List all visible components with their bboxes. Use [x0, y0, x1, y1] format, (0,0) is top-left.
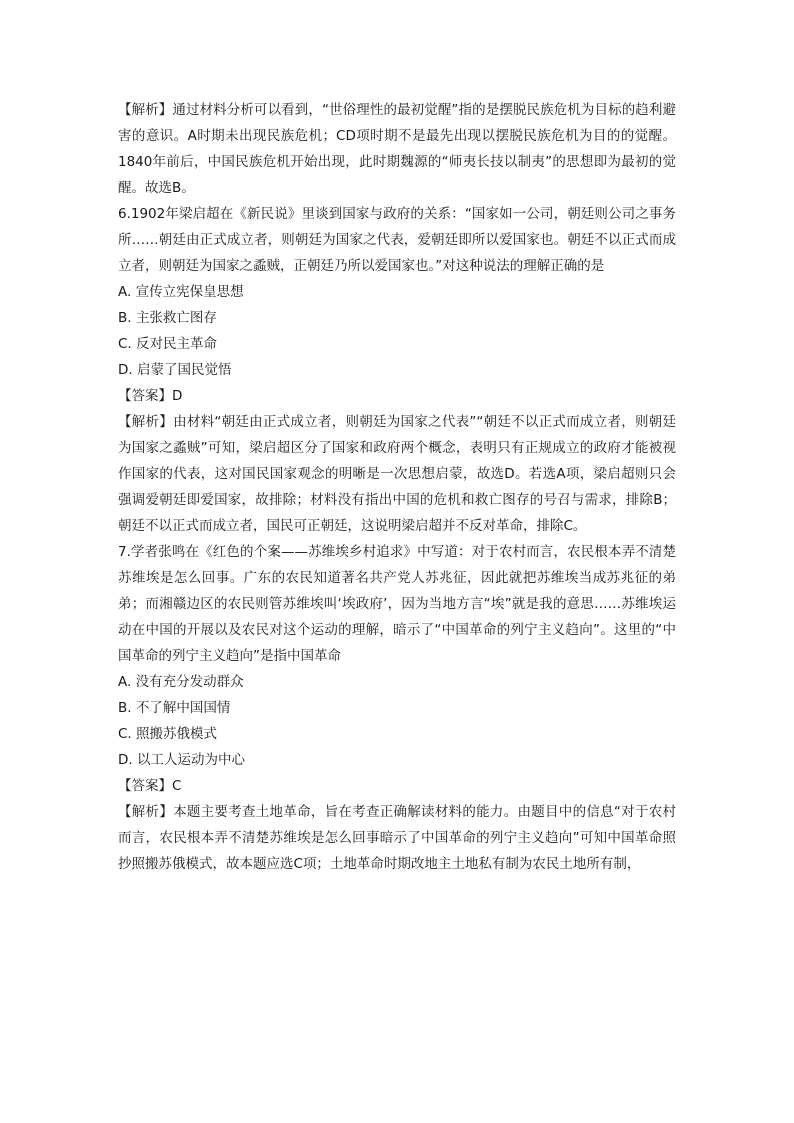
analysis-text: 由材料“朝廷由正式成立者，则朝廷为国家之代表”“朝廷不以正式而成立者，则朝廷为国家之蟊贼”可知，梁启超区分了国家和政府两个概念，表明只有正规成立的政府才能被视作国家的代表，这对国民国家观念的明晰是一次思想启蒙，故选D。若选A项，梁启超则只会强调爱朝廷即爱国家，故排除；材料没有指出中国的危机和救亡图存的号召与需求，排除B；朝廷不以正式而成立者，国民可正朝廷，这说明梁启超并不反对革命，排除C。	[118, 414, 677, 534]
option-c: C. 照搬苏俄模式	[118, 726, 218, 742]
question-7-stem	[118, 539, 676, 669]
option-d: D. 启蒙了国民觉悟	[118, 362, 232, 378]
document-content	[118, 97, 676, 877]
option-c: C. 反对民主革命	[118, 336, 218, 352]
option-b: B. 不了解中国国情	[118, 700, 231, 716]
answer-label: 【答案】	[118, 388, 172, 404]
answer-label: 【答案】	[118, 778, 172, 794]
answer-line-q6	[118, 383, 676, 409]
answer-line-q7	[118, 773, 676, 799]
question-text: 6.1902年梁启超在《新民说》里谈到国家与政府的关系：“国家如一公司，朝廷则公司之事务所……朝廷由正式成立者，则朝廷为国家之代表，爱朝廷即所以爱国家也。朝廷不以正式而成立者，则朝廷为国家之蟊贼，正朝廷乃所以爱国家也。”对这种说法的理解正确的是	[118, 206, 676, 274]
analysis-text: 本题主要考查土地革命，旨在考查正确解读材料的能力。由题目中的信息“对于农村而言，农民根本弄不清楚苏维埃是怎么回事暗示了中国革命的列宁主义趋向”可知中国革命照抄照搬苏俄模式，故本题应选C项；土地革命时期改地主土地私有制为农民土地所有制，	[118, 804, 677, 872]
analysis-paragraph-q6	[118, 409, 676, 539]
analysis-text: 通过材料分析可以看到，“世俗理性的最初觉醒”指的是摆脱民族危机为目标的趋利避害的意识。A时期未出现民族危机；CD项时期不是最先出现以摆脱民族危机为目的的觉醒。1840年前后，中国民族危机开始出现，此时期魏源的“师夷长技以制夷”的思想即为最初的觉醒。故选B。	[118, 102, 676, 196]
answer-value: D	[172, 388, 183, 404]
analysis-label: 【解析】	[118, 804, 174, 820]
analysis-paragraph-q5	[118, 97, 676, 201]
option-d: D. 以工人运动为中心	[118, 752, 245, 768]
question-text: 7.学者张鸣在《红色的个案——苏维埃乡村追求》中写道：对于农村而言，农民根本弄不清楚苏维埃是怎么回事。广东的农民知道著名共产党人苏兆征，因此就把苏维埃当成苏兆征的弟弟；而湘赣边区的农民则管苏维埃叫‘埃政府’，因为当地方言“埃”就是我的意思……苏维埃运动在中国的开展以及农民对这个运动的理解，暗示了“中国革命的列宁主义趋向”。这里的“中国革命的列宁主义趋向”是指中国革命	[118, 544, 676, 664]
answer-value: C	[172, 778, 182, 794]
option-a: A. 没有充分发动群众	[118, 674, 244, 690]
analysis-paragraph-q7	[118, 799, 676, 877]
analysis-label: 【解析】	[118, 102, 173, 118]
option-a: A. 宣传立宪保皇思想	[118, 284, 244, 300]
question-6-stem	[118, 201, 676, 279]
analysis-label: 【解析】	[118, 414, 174, 430]
option-b: B. 主张救亡图存	[118, 310, 217, 326]
